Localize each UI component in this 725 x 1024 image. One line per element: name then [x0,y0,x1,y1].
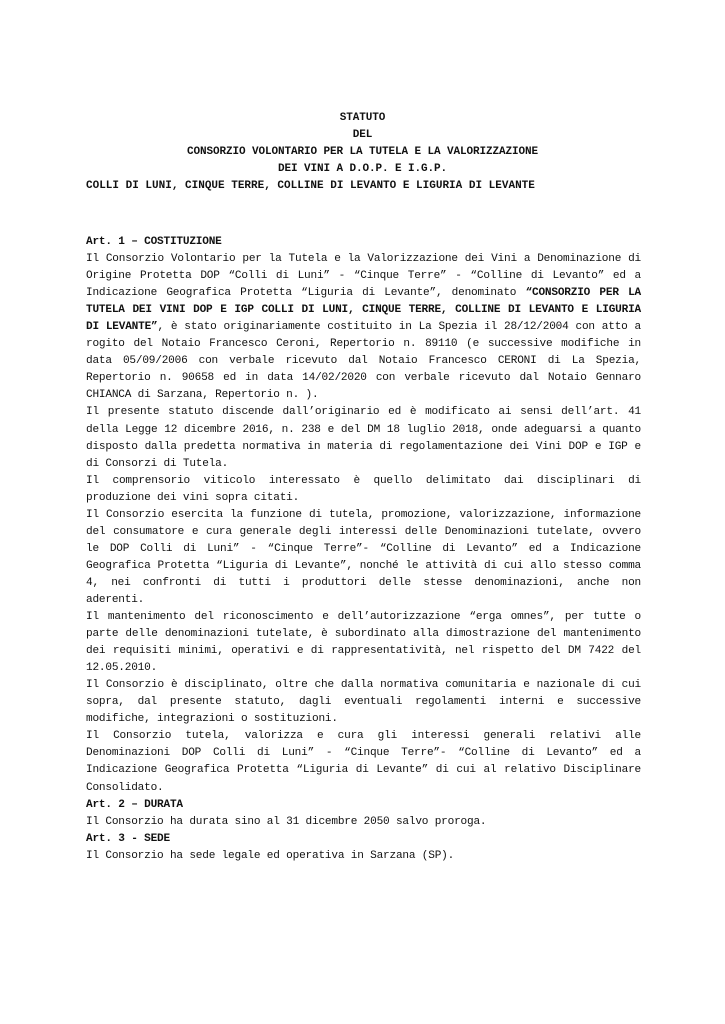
title-line-3: CONSORZIO VOLONTARIO PER LA TUTELA E LA VALORIZZAZIONE [186,146,539,158]
document-subtitle: COLLI DI LUNI, CINQUE TERRE, COLLINE DI LEVANTO E LIGURIA DI LEVANTE [86,180,535,192]
article-3-heading: Art. 3 - SEDE [86,832,170,845]
document-body [86,234,641,865]
article-1-paragraph-5: Il mantenimento del riconoscimento e dell’autorizzazione “erga omnes”, per tutte o parte delle denominazioni tutelate, è subordinato alla dimostrazione del mantenimento dei requisiti minimi, operativi e di rappresentatività, nel rispetto del DM 7422 del 12.05.2010. [86,611,641,675]
document-title [85,110,640,178]
article-1-paragraph-6: Il Consorzio è disciplinato, oltre che dalla normativa comunitaria e nazionale di cui sopra, dal presente statuto, dagli eventuali regolamenti interni e successive modifiche, integrazioni o sostituzioni. [86,679,641,726]
title-line-4: DEI VINI A D.O.P. E I.G.P. [277,163,448,175]
article-2-paragraph-1: Il Consorzio ha durata sino al 31 dicembre 2050 salvo proroga. [86,815,487,828]
article-1-paragraph-4: Il Consorzio esercita la funzione di tutela, promozione, valorizzazione, informazione del consumatore e cura generale degli interessi delle Denominazioni tutelate, ovvero le DOP Colli di Luni” - “Cinque Terre”- “Colline di Levanto” ed a Indicazione Geografica Protetta “Liguria di Levante”, nonché le attività di cui allo stesso comma 4, nei confronti di tutti i produttori delle stesse denominazioni, anche non aderenti. [86,508,641,606]
article-1-paragraph-3: Il comprensorio viticolo interessato è quello delimitato dai disciplinari di produzione dei vini sopra citati. [86,474,641,504]
consortium-name: “CONSORZIO PER LA TUTELA DEI VINI DOP E IGP COLLI DI LUNI, CINQUE TERRE, COLLINE DI LEVANTO E LIGURIA DI LEVANTE” [86,287,642,334]
article-1-paragraph-1 [86,251,641,404]
title-line-2: DEL [352,129,373,141]
article-2-heading: Art. 2 – DURATA [86,798,183,811]
article-1-heading: Art. 1 – COSTITUZIONE [86,236,222,248]
title-line-1: STATUTO [339,112,386,124]
paragraph-text: , è stato originariamente costituito in La Spezia il 28/12/2004 con atto a rogito del Notaio Francesco Ceroni, Repertorio n. 89110 (e successive modifiche in data 05/09/2006 con verbale ricevuto dal Notaio Francesco CERONI di La Spezia, Repertorio n. 90658 ed in data 14/02/2020 con verbale ricevuto dal Notaio Gennaro CHIANCA di Sarzana, Repertorio n. ). [86,321,642,402]
article-3-paragraph-1: Il Consorzio ha sede legale ed operativa in Sarzana (SP). [86,849,455,862]
article-1-paragraph-7: Il Consorzio tutela, valorizza e cura gli interessi generali relativi alle Denominazioni DOP Colli di Luni” - “Cinque Terre”- “Colline di Levanto” ed a Indicazione Geografica Protetta “Liguria di Levante” di cui al relativo Disciplinare Consolidato. [86,730,641,794]
paragraph-text: Il Consorzio Volontario per la Tutela e la Valorizzazione dei Vini a Denominazione di Origine Protetta DOP “Colli di Luni” - “Cinque Terre” - “Colline di Levanto” ed a Indicazione Geografica Protetta “Liguria di Levante”, denominato [86,253,641,300]
article-1-paragraph-2: Il presente statuto discende dall’originario ed è modificato ai sensi dell’art. 41 della Legge 12 dicembre 2016, n. 238 e del DM 18 luglio 2018, onde adeguarsi a quanto disposto dalla predetta normativa in materia di regolamentazione dei Vini DOP e IGP e di Consorzi di Tutela. [86,406,641,470]
